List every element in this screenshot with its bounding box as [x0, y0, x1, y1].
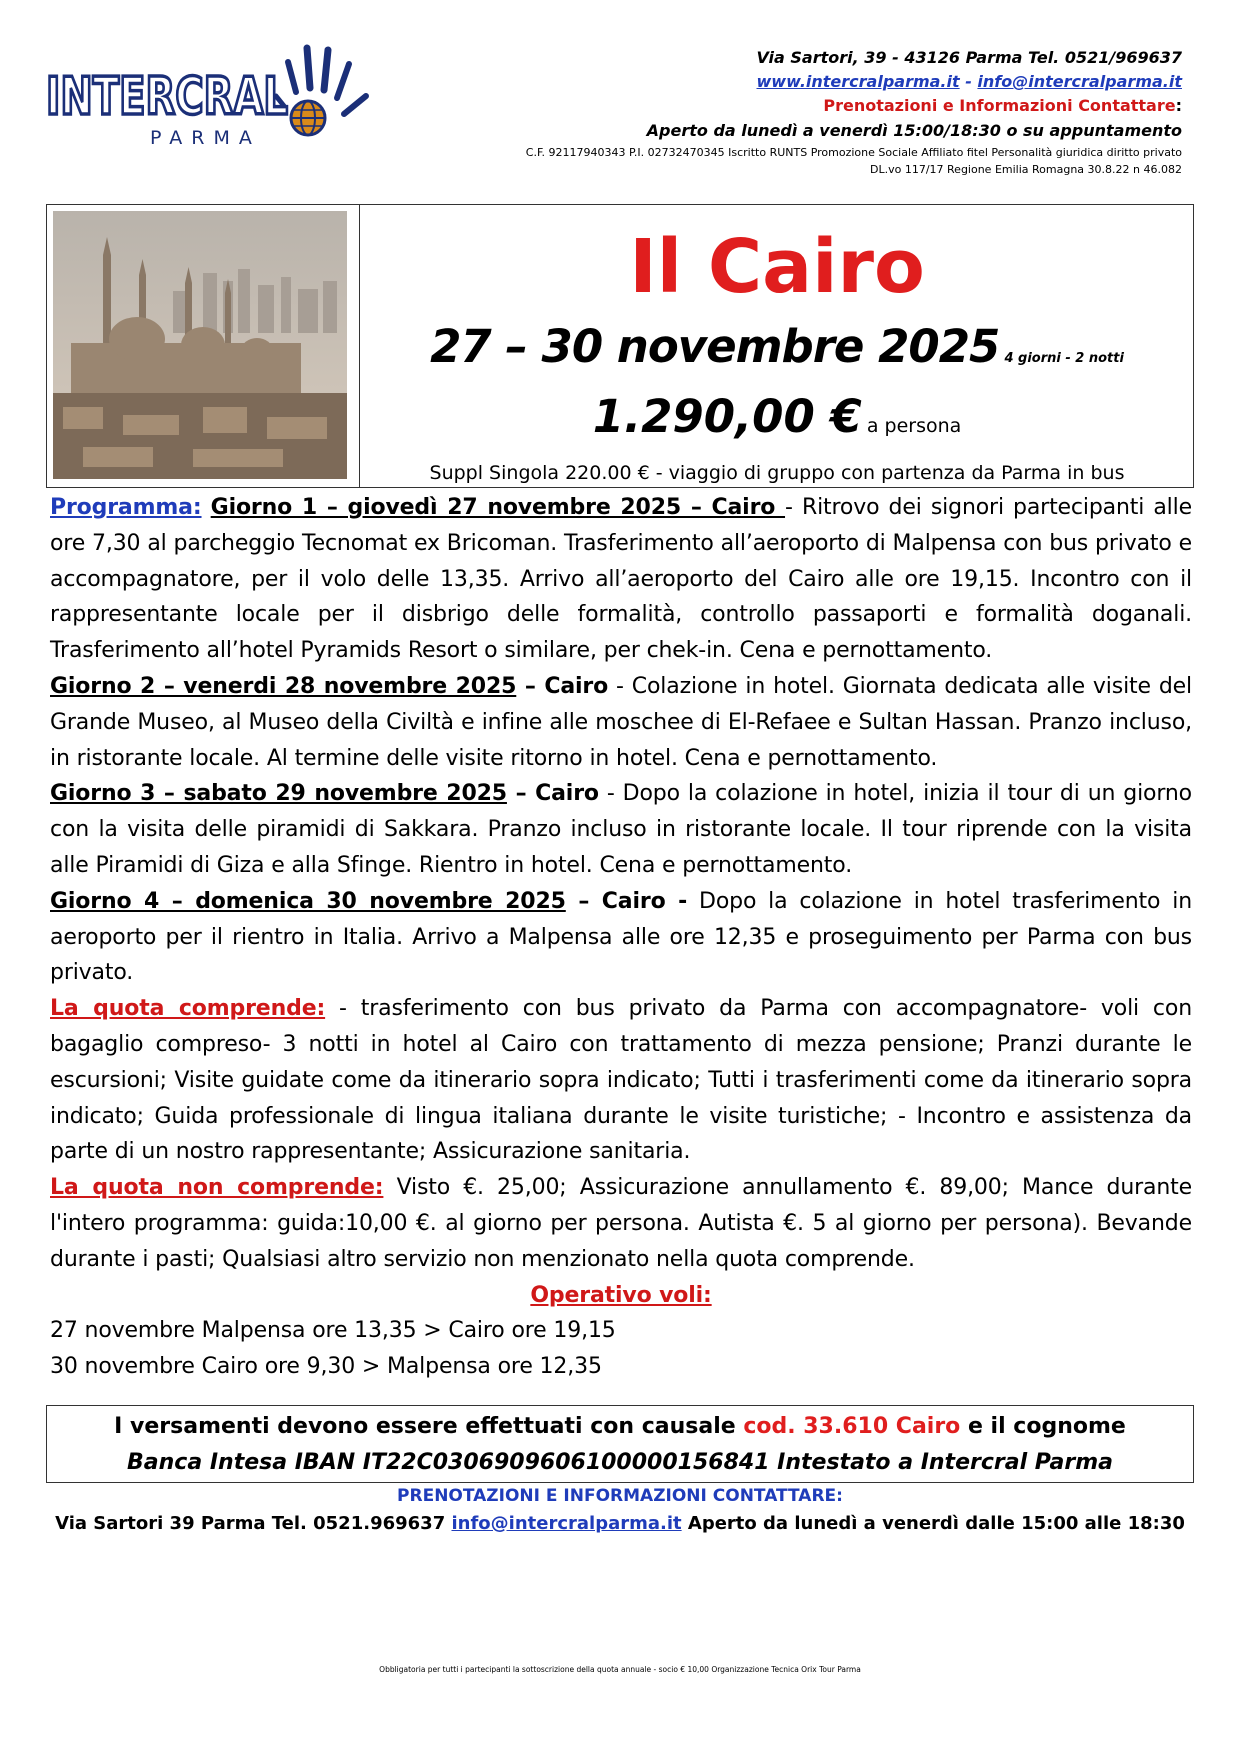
day-4-title: Giorno 4 – domenica 30 novembre 2025: [50, 888, 566, 914]
payment-surname: e il cognome: [960, 1414, 1126, 1439]
day-1-title: Giorno 1 – giovedì 27 novembre 2025 – Cairo: [210, 495, 786, 520]
header-web-line: [482, 70, 1182, 94]
excludes-text: Visto €. 25,00; Assicurazione annullamento €. 89,00; Mance durante l'intero programma: guida:10,00 €. al giorno per persona. Autista €. 5 al giorno per persona). Bevande durante i pasti; Qualsiasi altro servizio non menzionato nella quota comprende.: [50, 1175, 1192, 1272]
globe-icon: [291, 101, 325, 135]
intercral-logo: [44, 40, 374, 170]
contact-title: PRENOTAZIONI E INFORMAZIONI CONTATTARE:: [397, 1486, 843, 1506]
header-legal-2: DL.vo 117/17 Regione Emilia Romagna 30.8.22 n 46.082: [870, 163, 1182, 176]
trip-price: 1.290,00 €: [592, 390, 862, 443]
trip-price-unit: a persona: [866, 415, 962, 437]
contact-hours: Aperto da lunedì a venerdì dalle 15:00 alle 18:30: [681, 1513, 1185, 1534]
trip-title-text: [361, 205, 1193, 487]
title-box-divider: [359, 205, 360, 487]
trip-duration: 4 giorni - 2 notti: [1004, 351, 1124, 366]
email-link[interactable]: info@intercralparma.it: [977, 72, 1182, 91]
includes-label: La quota comprende:: [50, 996, 326, 1022]
payment-intro: I versamenti devono essere effettuati con causale: [114, 1414, 744, 1439]
contact-email-link[interactable]: info@intercralparma.it: [451, 1513, 682, 1534]
payment-box: [46, 1405, 1194, 1483]
trip-dates: 27 – 30 novembre 2025: [430, 320, 1000, 373]
program-day-3: [50, 776, 1192, 883]
payment-code: cod. 33.610 Cairo: [743, 1414, 961, 1439]
contact-line: [0, 1510, 1240, 1538]
excludes-label: La quota non comprende:: [50, 1175, 384, 1201]
program-day-2: [50, 669, 1192, 776]
website-link[interactable]: www.intercralparma.it: [756, 72, 960, 91]
logo-city: PARMA: [150, 127, 261, 149]
header-bookings-label: Prenotazioni e Informazioni Contattare: [823, 96, 1176, 115]
day-3-place: – Cairo: [506, 781, 599, 807]
header-legal-1: C.F. 92117940343 P.I. 02732470345 Iscritto RUNTS Promozione Sociale Affiliato fitel Personalità giuridica diritto privato: [525, 146, 1182, 159]
header-bookings: [482, 94, 1182, 118]
flight-outbound: 27 novembre Malpensa ore 13,35 > Cairo ore 19,15: [50, 1318, 616, 1344]
includes-text: - trasferimento con bus privato da Parma con accompagnatore- voli con bagaglio compreso- 3 notti in hotel al Cairo con trattamento di mezza pensione; Pranzi durante le escursioni; Visite guidate come da itinerario sopra indicato; Tutti i trasferimenti come da itinerario sopra indicato; Guida professionale di lingua italiana durante le visite turistiche; - Incontro e assistenza da parte di un nostro rappresentante; Assicurazione sanitaria.: [50, 996, 1192, 1165]
trip-title-box: [46, 204, 1194, 488]
header-bookings-colon: :: [1175, 96, 1182, 115]
day-3-title: Giorno 3 – sabato 29 novembre 2025: [50, 781, 507, 807]
day-2-title: Giorno 2 – venerdi 28 novembre 2025: [50, 673, 517, 699]
excludes-section: [50, 1170, 1192, 1277]
day-4-text: Dopo la colazione in hotel trasferimento in aeroporto per il rientro in Italia. Arrivo a Malpensa alle ore 12,35 e proseguimento per Parma con bus privato.: [50, 888, 1193, 986]
program-label: Programma:: [50, 495, 202, 520]
header-address: Via Sartori, 39 - 43126 Parma Tel. 0521/969637: [756, 48, 1182, 67]
day-2-text: - Colazione in hotel. Giornata dedicata alle visite del Grande Museo, al Museo della Civiltà e infine alle moschee di El-Refaee e Sultan Hassan. Pranzo incluso, in ristorante locale. Al termine delle visite ritorno in hotel. Cena e pernottamento.: [50, 673, 1192, 771]
payment-iban: Banca Intesa IBAN IT22C0306909606100000156841 Intestato a Intercral Parma: [127, 1450, 1113, 1475]
header-contact-block: [482, 46, 1182, 178]
program-day-4: [50, 884, 1192, 991]
program-body: [50, 490, 1192, 1385]
day-1-text: - Ritrovo dei signori partecipanti alle ore 7,30 al parcheggio Tecnomat ex Bricoman. Trasferimento all’aeroporto di Malpensa con bus privato e accompagnatore, per il volo delle 13,35. Arrivo all’aeroporto del Cairo alle ore 19,15. Incontro con il rappresentante locale per il disbrigo delle formalità, controllo passaporti e formalità doganali. Trasferimento all’hotel Pyramids Resort o similare, per chek-in. Cena e pernottamento.: [50, 495, 1192, 664]
trip-dates-line: [361, 317, 1193, 389]
flight-return: 30 novembre Cairo ore 9,30 > Malpensa ore 12,35: [50, 1354, 602, 1380]
header-hours: Aperto da lunedì a venerdì 15:00/18:30 o su appuntamento: [646, 121, 1182, 140]
logo-wordmark: INTERCRAL: [46, 67, 288, 127]
includes-section: [50, 991, 1192, 1170]
trip-price-line: [361, 389, 1193, 455]
flights-title: Operativo voli:: [530, 1282, 712, 1308]
day-3-text: - Dopo la colazione in hotel, inizia il tour di un giorno con la visita delle piramidi di Sakkara. Pranzo incluso in ristorante locale. Il tour riprende con la visita alle Piramidi di Giza e alla Sfinge. Rientro in hotel. Cena e pernottamento.: [50, 781, 1192, 878]
trip-title: Il Cairo: [629, 224, 925, 310]
day-4-place: – Cairo -: [565, 888, 688, 914]
hand-icon: [276, 48, 366, 114]
trip-supplement: Suppl Singola 220.00 € - viaggio di gruppo con partenza da Parma in bus: [429, 462, 1125, 484]
payment-line-1: [47, 1409, 1193, 1445]
cairo-skyline-photo: [53, 211, 347, 479]
footnote: Obbligatoria per tutti i partecipanti la sottoscrizione della quota annuale - socio € 10,00 Organizzazione Tecnica Orix Tour Parma: [379, 1665, 861, 1674]
program-day-1: [50, 490, 1192, 669]
header-separator: -: [959, 72, 978, 91]
day-2-place: – Cairo: [516, 673, 609, 699]
contact-address: Via Sartori 39 Parma Tel. 0521.969637: [55, 1513, 452, 1534]
